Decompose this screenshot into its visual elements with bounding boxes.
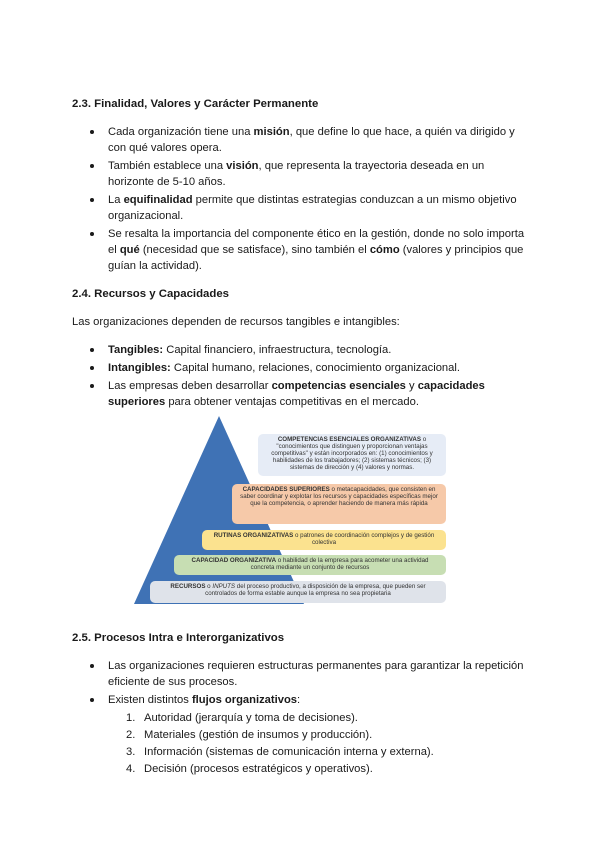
section-2-4-heading: 2.4. Recursos y Capacidades: [72, 288, 230, 300]
pyramid-level-rutinas: RUTINAS ORGANIZATIVAS o patrones de coordinación complejos y de gestión colectiva: [202, 530, 446, 550]
section-2-4-list: [72, 342, 528, 410]
section-2-3-heading: 2.3. Finalidad, Valores y Carácter Permanente: [72, 98, 319, 110]
pyramid-level-capacidades-superiores: CAPACIDADES SUPERIORES o metacapacidades, que consisten en saber coordinar y explotar los recursos y capacidades específicas mejor que la competencia, o aprender haciendo de manera más rápida: [232, 484, 446, 524]
list-item: Se resalta la importancia del componente ético en la gestión, donde no solo importa el qué (necesidad que se satisface), sino también el cómo (valores y principios que guían la actividad).: [72, 226, 528, 274]
list-item: Las empresas deben desarrollar competencias esenciales y capacidades superiores para obtener ventajas competitivas en el mercado.: [72, 378, 528, 410]
section-2-5-list: [72, 658, 528, 708]
numbered-item: 2. Materiales (gestión de insumos y producción).: [126, 729, 373, 741]
list-item: Tangibles: Capital financiero, infraestructura, tecnología.: [72, 342, 528, 358]
document-page: [72, 96, 528, 412]
section-2-5-heading: 2.5. Procesos Intra e Interorganizativos: [72, 632, 285, 644]
section-2-4-intro: Las organizaciones dependen de recursos tangibles e intangibles:: [72, 316, 400, 328]
numbered-item: 4. Decisión (procesos estratégicos y operativos).: [126, 763, 373, 775]
list-item: Cada organización tiene una misión, que define lo que hace, a quién va dirigido y con qué valores opera.: [72, 124, 528, 156]
flujos-list: [72, 710, 528, 777]
list-item: También establece una visión, que representa la trayectoria deseada en un horizonte de 5-10 años.: [72, 158, 528, 190]
list-item: Las organizaciones requieren estructuras permanentes para garantizar la repetición eficiente de sus procesos.: [72, 658, 528, 690]
pyramid-level-competencias: COMPETENCIAS ESENCIALES ORGANIZATIVAS o "conocimientos que distinguen y proporcionan ventajas competitivas" y están incorporados en: (1) conocimientos y habilidades de los trabajadores; (2) sistemas técnicos; (3) sistemas de dirección y (4) valores y normas.: [258, 434, 446, 476]
list-item: Intangibles: Capital humano, relaciones, conocimiento organizacional.: [72, 360, 528, 376]
list-item: La equifinalidad permite que distintas estrategias conduzcan a un mismo objetivo organizacional.: [72, 192, 528, 224]
pyramid-level-recursos: RECURSOS o INPUTS del proceso productivo, a disposición de la empresa, que pueden ser controlados de forma estable aunque la empresa no sea propietaria: [150, 581, 446, 603]
document-page-lower: [72, 630, 528, 778]
section-2-3-list: [72, 124, 528, 274]
pyramid-level-capacidad-organizativa: CAPACIDAD ORGANIZATIVA o habilidad de la empresa para acometer una actividad concreta mediante un conjunto de recursos: [174, 555, 446, 575]
list-item: Existen distintos flujos organizativos:: [72, 692, 528, 708]
numbered-item: 1. Autoridad (jerarquía y toma de decisiones).: [126, 712, 358, 724]
capabilities-pyramid: [134, 414, 454, 606]
numbered-item: 3. Información (sistemas de comunicación interna y externa).: [126, 746, 434, 758]
